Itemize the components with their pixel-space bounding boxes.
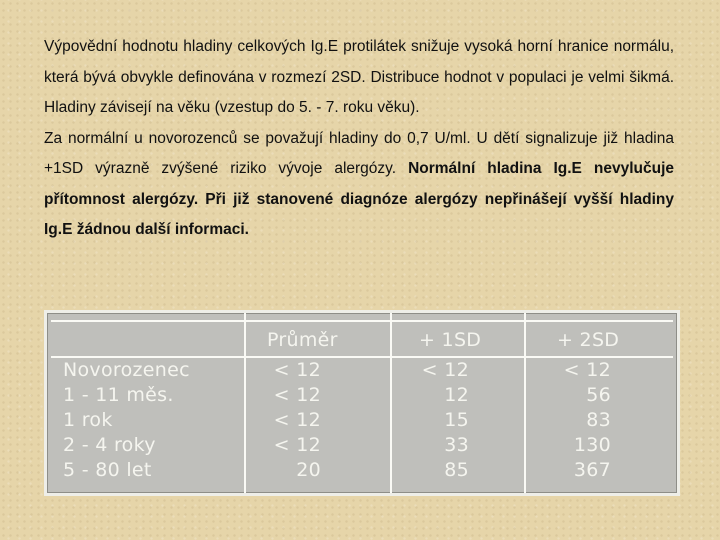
header-plus-1sd: + 1SD xyxy=(419,329,482,351)
column-divider xyxy=(524,313,526,493)
cell-mean: < 12 xyxy=(273,359,321,381)
paragraph-newborn-plain: Za normální u novorozenců se považují hladiny do 0,7 U/ml. U dětí signalizuje již hladina +1SD výrazně zvýšené riziko vývoje alergózy. xyxy=(44,129,674,177)
ige-reference-table xyxy=(44,310,680,496)
cell-mean: < 12 xyxy=(273,384,321,406)
cell-mean: < 12 xyxy=(273,409,321,431)
column-divider xyxy=(244,313,246,493)
cell-mean: < 12 xyxy=(273,434,321,456)
table-header-rule xyxy=(51,356,673,358)
cell-sd2: 83 xyxy=(586,409,611,431)
cell-sd1: 33 xyxy=(444,434,469,456)
table-top-rule xyxy=(51,320,673,322)
slide-text xyxy=(44,32,674,246)
column-divider xyxy=(390,313,392,493)
row-label-months: 1 - 11 měs. xyxy=(63,384,174,406)
cell-sd2: < 12 xyxy=(563,359,611,381)
row-label-two-four-years: 2 - 4 roky xyxy=(63,434,156,456)
cell-sd1: 85 xyxy=(444,459,469,481)
cell-mean: 20 xyxy=(296,459,321,481)
row-label-newborn: Novorozenec xyxy=(63,359,190,381)
paragraph-newborn-levels xyxy=(44,124,674,246)
cell-sd1: 12 xyxy=(444,384,469,406)
header-plus-2sd: + 2SD xyxy=(557,329,620,351)
cell-sd2: 367 xyxy=(573,459,611,481)
paragraph-bold-conclusion: Normální hladina Ig.E nevylučuje přítomnost alergózy. Při již stanovené diagnóze alergózy nepřinášejí vyšší hladiny Ig.E žádnou další informaci. xyxy=(44,160,674,238)
paragraph-age-dependence: Výpovědní hodnotu hladiny celkových Ig.E protilátek snižuje vysoká horní hranice normálu, která bývá obvykle definována v rozmezí 2SD. Distribuce hodnot v populaci je velmi šikmá. Hladiny závisejí na věku (vzestup do 5. - 7. roku věku). xyxy=(44,38,674,116)
cell-sd2: 56 xyxy=(586,384,611,406)
cell-sd1: < 12 xyxy=(421,359,469,381)
header-mean: Průměr xyxy=(267,329,338,351)
cell-sd1: 15 xyxy=(444,409,469,431)
row-label-five-eighty-years: 5 - 80 let xyxy=(63,459,152,481)
row-label-one-year: 1 rok xyxy=(63,409,113,431)
cell-sd2: 130 xyxy=(573,434,611,456)
